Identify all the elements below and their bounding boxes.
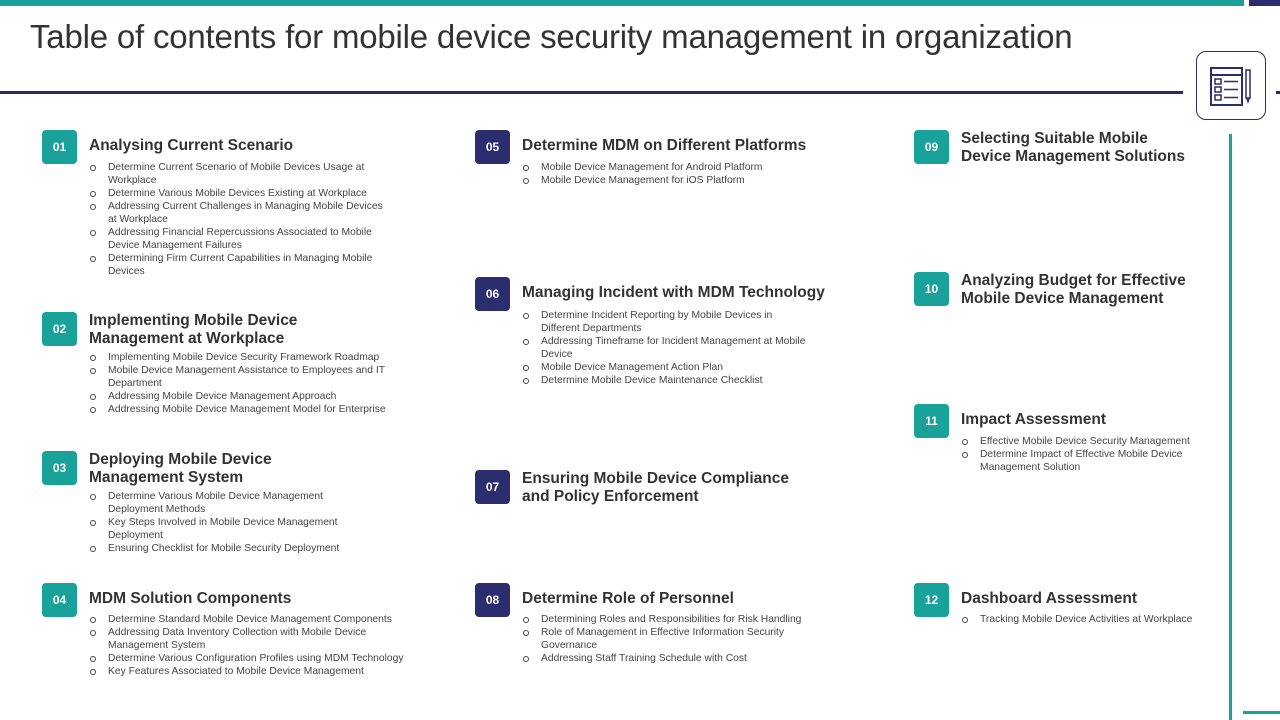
top-accent-bar	[0, 0, 1244, 6]
section-title: Selecting Suitable Mobile Device Management Solutions	[961, 130, 1185, 165]
list-item: Determine Mobile Device Maintenance Checklist	[522, 374, 812, 387]
section-item-list	[961, 613, 1221, 626]
section-title: Determine Role of Personnel	[522, 590, 734, 607]
list-item: Addressing Timeframe for Incident Management at Mobile Device	[522, 335, 812, 361]
section-number-badge: 11	[914, 404, 949, 438]
list-item: Effective Mobile Device Security Management	[961, 435, 1211, 448]
list-item: Determine Current Scenario of Mobile Devices Usage at Workplace	[89, 161, 389, 187]
section-number-badge: 09	[914, 130, 949, 164]
list-item: Mobile Device Management for iOS Platform	[522, 174, 842, 187]
list-item: Determine Incident Reporting by Mobile Devices in Different Departments	[522, 309, 812, 335]
right-accent-line	[1229, 134, 1232, 720]
list-item: Key Features Associated to Mobile Device Management	[89, 665, 429, 678]
list-item: Determining Firm Current Capabilities in Managing Mobile Devices	[89, 252, 389, 278]
list-item: Mobile Device Management for Android Platform	[522, 161, 842, 174]
list-item: Addressing Current Challenges in Managing Mobile Devices at Workplace	[89, 200, 389, 226]
section-title: MDM Solution Components	[89, 590, 292, 607]
list-item: Ensuring Checklist for Mobile Security Deployment	[89, 542, 369, 555]
section-title: Implementing Mobile Device Management at Workplace	[89, 312, 298, 347]
section-title: Analysing Current Scenario	[89, 137, 294, 154]
title-divider-tick	[1276, 91, 1280, 94]
section-title: Deploying Mobile Device Management System	[89, 451, 272, 486]
list-item: Tracking Mobile Device Activities at Workplace	[961, 613, 1221, 626]
section-item-list	[89, 161, 389, 278]
section-item-list	[522, 613, 822, 665]
list-item: Addressing Data Inventory Collection with Mobile Device Management System	[89, 626, 429, 652]
section-number-badge: 05	[475, 130, 510, 164]
list-item: Addressing Mobile Device Management Approach	[89, 390, 409, 403]
title-divider	[0, 91, 1183, 94]
section-number-badge: 04	[42, 583, 77, 617]
list-item: Addressing Mobile Device Management Model for Enterprise	[89, 403, 409, 416]
section-title: Managing Incident with MDM Technology	[522, 284, 825, 301]
section-number-badge: 08	[475, 583, 510, 617]
section-item-list	[961, 435, 1211, 474]
document-list-with-pen-icon	[1209, 66, 1255, 108]
section-number-badge: 07	[475, 470, 510, 504]
list-item: Mobile Device Management Assistance to Employees and IT Department	[89, 364, 409, 390]
section-title: Impact Assessment	[961, 411, 1107, 428]
list-item: Key Steps Involved in Mobile Device Management Deployment	[89, 516, 369, 542]
bottom-right-accent	[1243, 711, 1280, 714]
list-item: Determine Standard Mobile Device Management Components	[89, 613, 429, 626]
list-item: Determine Impact of Effective Mobile Device Management Solution	[961, 448, 1211, 474]
list-item: Addressing Financial Repercussions Associated to Mobile Device Management Failures	[89, 226, 389, 252]
section-number-badge: 01	[42, 130, 77, 164]
list-item: Implementing Mobile Device Security Framework Roadmap	[89, 351, 409, 364]
section-number-badge: 10	[914, 272, 949, 306]
list-item: Determine Various Mobile Device Management Deployment Methods	[89, 490, 369, 516]
list-item: Addressing Staff Training Schedule with Cost	[522, 652, 822, 665]
top-accent-bar-right	[1249, 0, 1280, 6]
section-item-list	[89, 613, 429, 678]
section-number-badge: 12	[914, 583, 949, 617]
list-item: Determine Various Mobile Devices Existing at Workplace	[89, 187, 389, 200]
section-number-badge: 02	[42, 312, 77, 346]
section-title: Determine MDM on Different Platforms	[522, 137, 807, 154]
list-item: Role of Management in Effective Information Security Governance	[522, 626, 822, 652]
list-item: Determining Roles and Responsibilities for Risk Handling	[522, 613, 822, 626]
section-item-list	[522, 309, 812, 387]
section-number-badge: 06	[475, 277, 510, 311]
section-item-list	[89, 351, 409, 416]
section-number-badge: 03	[42, 451, 77, 485]
section-title: Analyzing Budget for Effective Mobile Device Management	[961, 272, 1186, 307]
section-title: Ensuring Mobile Device Compliance and Policy Enforcement	[522, 470, 790, 505]
section-item-list	[89, 490, 369, 555]
section-title: Dashboard Assessment	[961, 590, 1138, 607]
document-list-icon-box	[1196, 51, 1266, 120]
list-item: Mobile Device Management Action Plan	[522, 361, 812, 374]
section-item-list	[522, 161, 842, 187]
page-title: Table of contents for mobile device security management in organization	[30, 18, 1073, 55]
list-item: Determine Various Configuration Profiles using MDM Technology	[89, 652, 429, 665]
